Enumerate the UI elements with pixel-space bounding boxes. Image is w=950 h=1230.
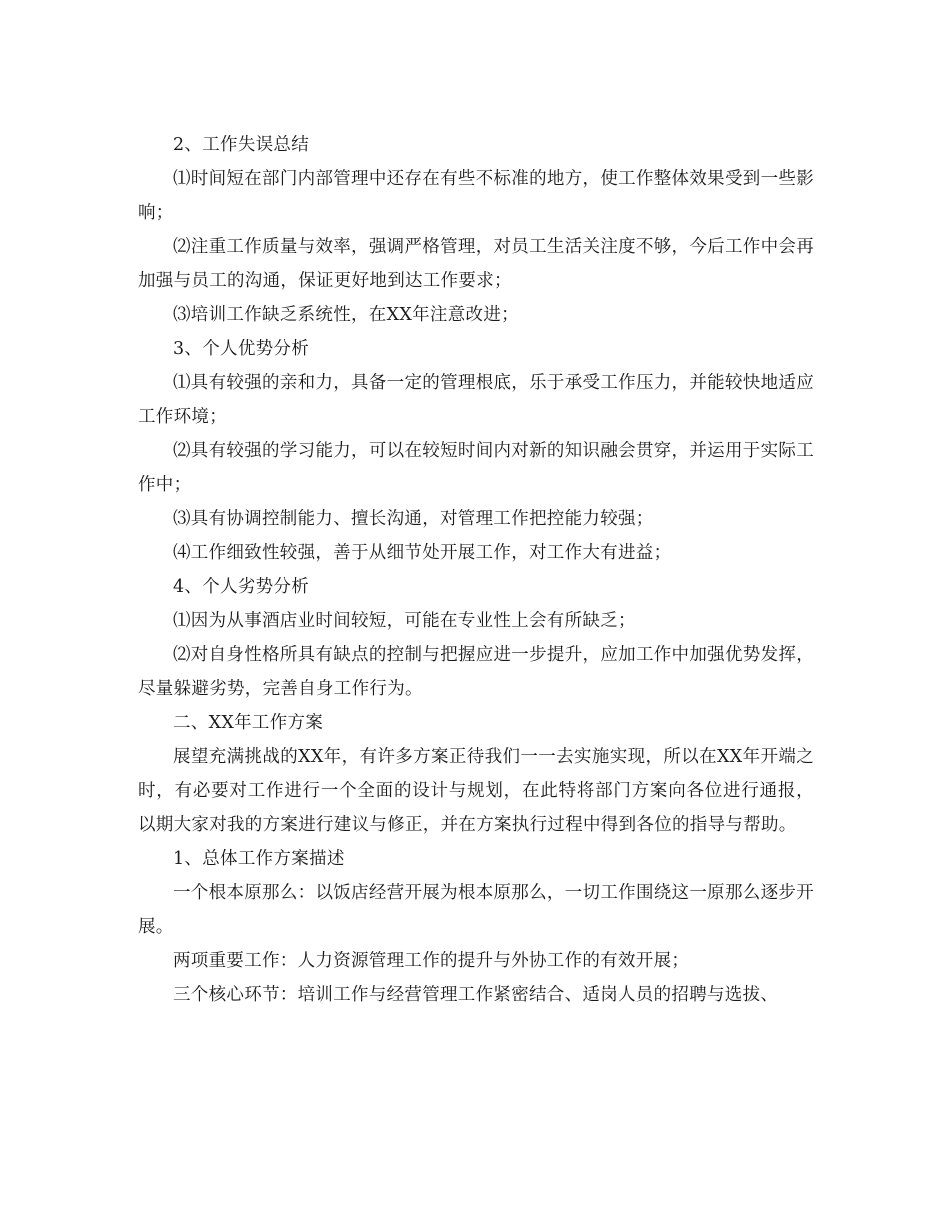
section-heading-strengths: 3、个人优势分析 xyxy=(173,339,310,359)
paragraph-plan-intro: 展望充满挑战的XX年，有许多方案正待我们一一去实施实现，所以在XX年开端之时，有必要对工作进行一个全面的设计与规划，在此特将部门方案向各位进行通报，以期大家对我的方案进行建议与修正，并在方案执行过程中得到各位的指导与帮助。 xyxy=(138,747,814,835)
paragraph-three-core-links: 三个核心环节：培训工作与经营管理工作紧密结合、适岗人员的招聘与选拔、 xyxy=(173,985,779,1005)
paragraph-mistake-2: ⑵注重工作质量与效率，强调严格管理，对员工生活关注度不够，今后工作中会再加强与员工的沟通，保证更好地到达工作要求； xyxy=(138,237,814,291)
paragraph-strength-1: ⑴具有较强的亲和力，具备一定的管理根底，乐于承受工作压力，并能较快地适应工作环境； xyxy=(138,373,814,427)
paragraph-strength-2: ⑵具有较强的学习能力，可以在较短时间内对新的知识融会贯穿，并运用于实际工作中； xyxy=(138,441,814,495)
section-heading-work-plan: 二、XX年工作方案 xyxy=(173,713,324,733)
section-heading-weaknesses: 4、个人劣势分析 xyxy=(173,577,310,597)
paragraph-mistake-1: ⑴时间短在部门内部管理中还存在有些不标准的地方，使工作整体效果受到一些影响； xyxy=(138,169,814,223)
paragraph-weakness-1: ⑴因为从事酒店业时间较短，可能在专业性上会有所缺乏； xyxy=(173,611,636,631)
paragraph-strength-3: ⑶具有协调控制能力、擅长沟通，对管理工作把控能力较强； xyxy=(173,509,654,529)
section-heading-overall-plan: 1、总体工作方案描述 xyxy=(173,849,345,869)
document-body xyxy=(138,128,814,1012)
paragraph-mistake-3: ⑶培训工作缺乏系统性，在XX年注意改进； xyxy=(173,305,519,325)
paragraph-strength-4: ⑷工作细致性较强，善于从细节处开展工作，对工作大有进益； xyxy=(173,543,672,563)
paragraph-weakness-2: ⑵对自身性格所具有缺点的控制与把握应进一步提升，应加工作中加强优势发挥，尽量躲避劣势，完善自身工作行为。 xyxy=(138,645,814,699)
section-heading-work-mistakes: 2、工作失误总结 xyxy=(173,135,310,155)
paragraph-two-key-tasks: 两项重要工作：人力资源管理工作的提升与外协工作的有效开展； xyxy=(173,951,690,971)
paragraph-basic-principle: 一个根本原那么：以饭店经营开展为根本原那么，一切工作围绕这一原那么逐步开展。 xyxy=(138,883,814,937)
